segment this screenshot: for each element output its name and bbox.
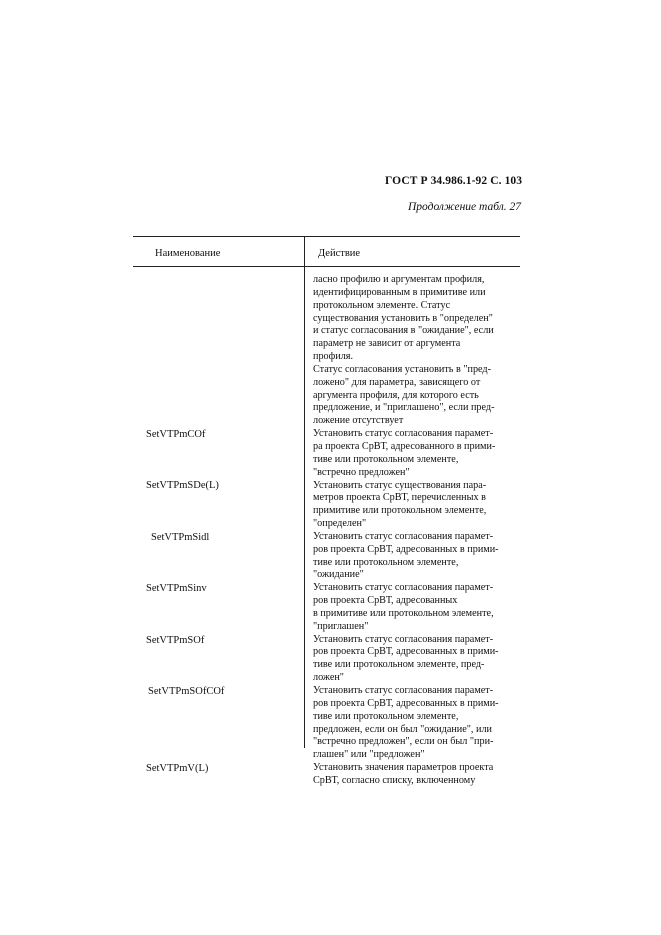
action-line: Установить статус согласования парамет- <box>313 582 494 594</box>
action-line: "определен" <box>313 518 367 530</box>
action-line: примитиве или протокольном элементе, <box>313 505 487 517</box>
action-line: ров проекта СрВТ, адресованных в прими- <box>313 697 499 709</box>
action-line: существования установить в "определен" <box>313 312 493 324</box>
action-line: "встречно предложен", если он был "при- <box>313 736 494 748</box>
row-name-setvtpmv: SetVTPmV(L) <box>146 763 209 774</box>
action-line: параметр не зависит от аргумента <box>313 338 461 350</box>
action-line: тиве или протокольном элементе, <box>313 453 459 465</box>
row-name-setvtpmsof: SetVTPmSOf <box>146 635 205 646</box>
action-line: Установить статус существования пара- <box>313 479 487 491</box>
action-line: в примитиве или протокольном элементе, <box>313 607 494 619</box>
table-column-divider <box>304 236 305 748</box>
action-line: "приглашен" <box>313 620 369 632</box>
page-header: ГОСТ Р 34.986.1-92 С. 103 <box>385 175 523 187</box>
row-name-setvtpmsde: SetVTPmSDe(L) <box>146 480 219 491</box>
table-continuation-label: Продолжение табл. 27 <box>408 201 521 213</box>
action-line: предложен, если он был "ожидание", или <box>313 723 493 735</box>
action-line: тиве или протокольном элементе, <box>313 710 459 722</box>
action-line: и статус согласования в "ожидание", если <box>313 325 494 337</box>
action-line: "ожидание" <box>313 569 364 581</box>
action-line: предложение, и "приглашено", если пред- <box>313 402 495 414</box>
action-line: тиве или протокольном элементе, <box>313 556 459 568</box>
action-line: ложен" <box>313 672 344 684</box>
row-name-setvtpmsofcof: SetVTPmSOfCOf <box>148 686 225 697</box>
action-line: Установить статус согласования парамет- <box>313 633 494 645</box>
action-line: Установить статус согласования парамет- <box>313 530 494 542</box>
table-top-rule <box>133 236 520 237</box>
action-line: "встречно предложен" <box>313 466 410 478</box>
action-line: метров проекта СрВТ, перечисленных в <box>313 492 486 504</box>
action-line: протокольном элементе. Статус <box>313 299 451 311</box>
row-name-setvtpmsinv: SetVTPmSinv <box>146 583 207 594</box>
action-column <box>313 274 519 788</box>
action-line: глашен" или "предложен" <box>313 749 425 761</box>
action-line: ласно профилю и аргументам профиля, <box>313 274 485 285</box>
action-line: ложено" для параметра, зависящего от <box>313 376 481 388</box>
action-line: Установить статус согласования парамет- <box>313 685 494 696</box>
action-line: СрВТ, согласно списку, включенному <box>313 774 476 786</box>
action-line: ров проекта СрВТ, адресованных в прими- <box>313 543 499 555</box>
action-line: тиве или протокольном элементе, пред- <box>313 659 485 671</box>
action-line: Статус согласования установить в "пред- <box>313 363 491 375</box>
row-name-setvtpmsidl: SetVTPmSidl <box>151 532 210 543</box>
column-header-name: Наименование <box>155 248 221 259</box>
row-name-setvtpmcof: SetVTPmCOf <box>146 429 206 440</box>
action-line: ров проекта СрВТ, адресованных в прими- <box>313 646 499 658</box>
column-header-action: Действие <box>318 248 361 259</box>
table-header-rule <box>133 266 520 267</box>
action-line: ложение отсутствует <box>313 415 404 427</box>
action-line: Установить значения параметров проекта <box>313 762 494 774</box>
action-line: Установить статус согласования парамет- <box>313 428 494 440</box>
action-line: аргумента профиля, для которого есть <box>313 389 479 401</box>
action-line: ров проекта СрВТ, адресованных <box>313 595 458 607</box>
action-line: идентифицированным в примитиве или <box>313 286 486 298</box>
action-line: ра проекта СрВТ, адресованного в прими- <box>313 440 496 452</box>
action-line: профиля. <box>313 351 354 363</box>
